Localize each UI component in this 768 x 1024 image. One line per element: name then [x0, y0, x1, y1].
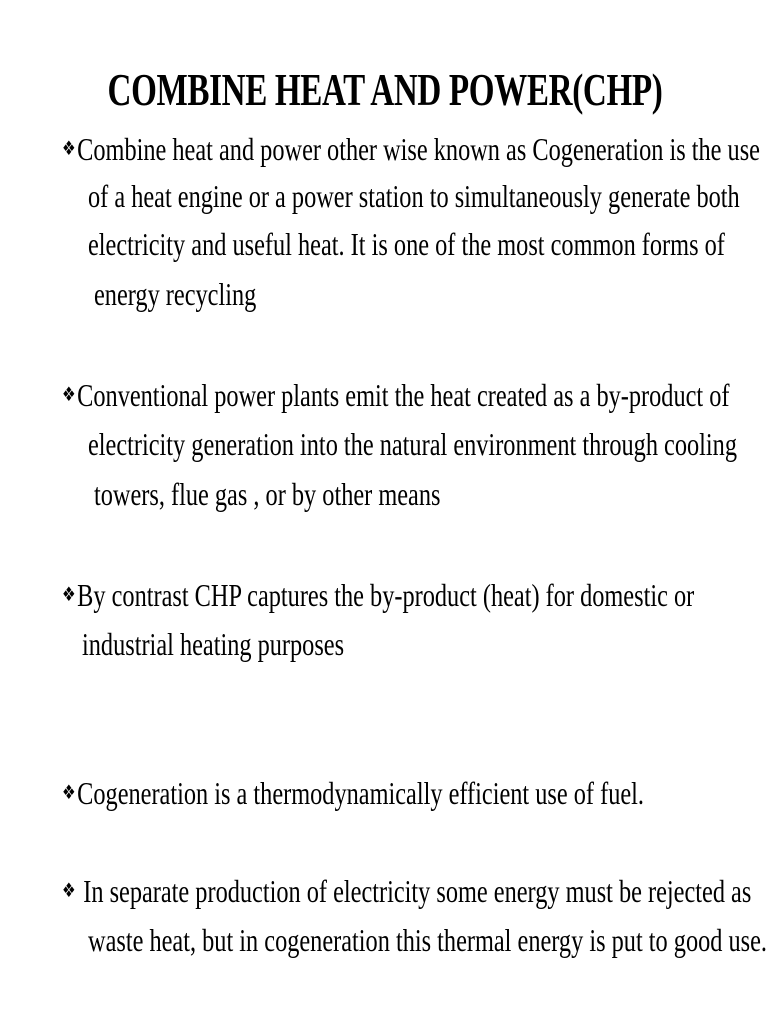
bullet-diamond-icon: ❖: [62, 878, 76, 902]
bullet-3-line-1: [62, 574, 694, 615]
bullet-1-line-3: electricity and useful heat. It is one of the most common forms of: [88, 226, 725, 262]
bullet-1-line-4: energy recycling: [94, 276, 257, 312]
bullet-2-line-2: electricity generation into the natural environment through cooling: [88, 426, 738, 462]
bullet-text: In separate production of electricity some energy must be rejected as: [77, 873, 752, 909]
bullet-diamond-icon: ❖: [62, 136, 76, 160]
bullet-text: By contrast CHP captures the by-product (heat) for domestic or: [77, 577, 695, 613]
bullet-4-line-1: [62, 772, 644, 813]
bullet-text: Cogeneration is a thermodynamically efficient use of fuel.: [77, 775, 644, 811]
bullet-1-line-2: of a heat engine or a power station to simultaneously generate both: [88, 178, 740, 214]
bullet-text: Combine heat and power other wise known as Cogeneration is the use: [77, 131, 760, 167]
bullet-diamond-icon: ❖: [62, 582, 76, 606]
slide-title: COMBINE HEAT AND POWER(CHP): [107, 64, 663, 115]
bullet-5-line-1: [62, 870, 751, 911]
bullet-2-line-3: towers, flue gas , or by other means: [94, 476, 441, 512]
bullet-diamond-icon: ❖: [62, 780, 76, 804]
bullet-3-line-2: industrial heating purposes: [82, 626, 345, 662]
bullet-text: Conventional power plants emit the heat created as a by-product of: [77, 377, 730, 413]
bullet-2-line-1: [62, 374, 730, 415]
bullet-1-line-1: [62, 128, 760, 169]
bullet-5-line-2: waste heat, but in cogeneration this thermal energy is put to good use.: [88, 922, 768, 958]
bullet-diamond-icon: ❖: [62, 382, 76, 406]
